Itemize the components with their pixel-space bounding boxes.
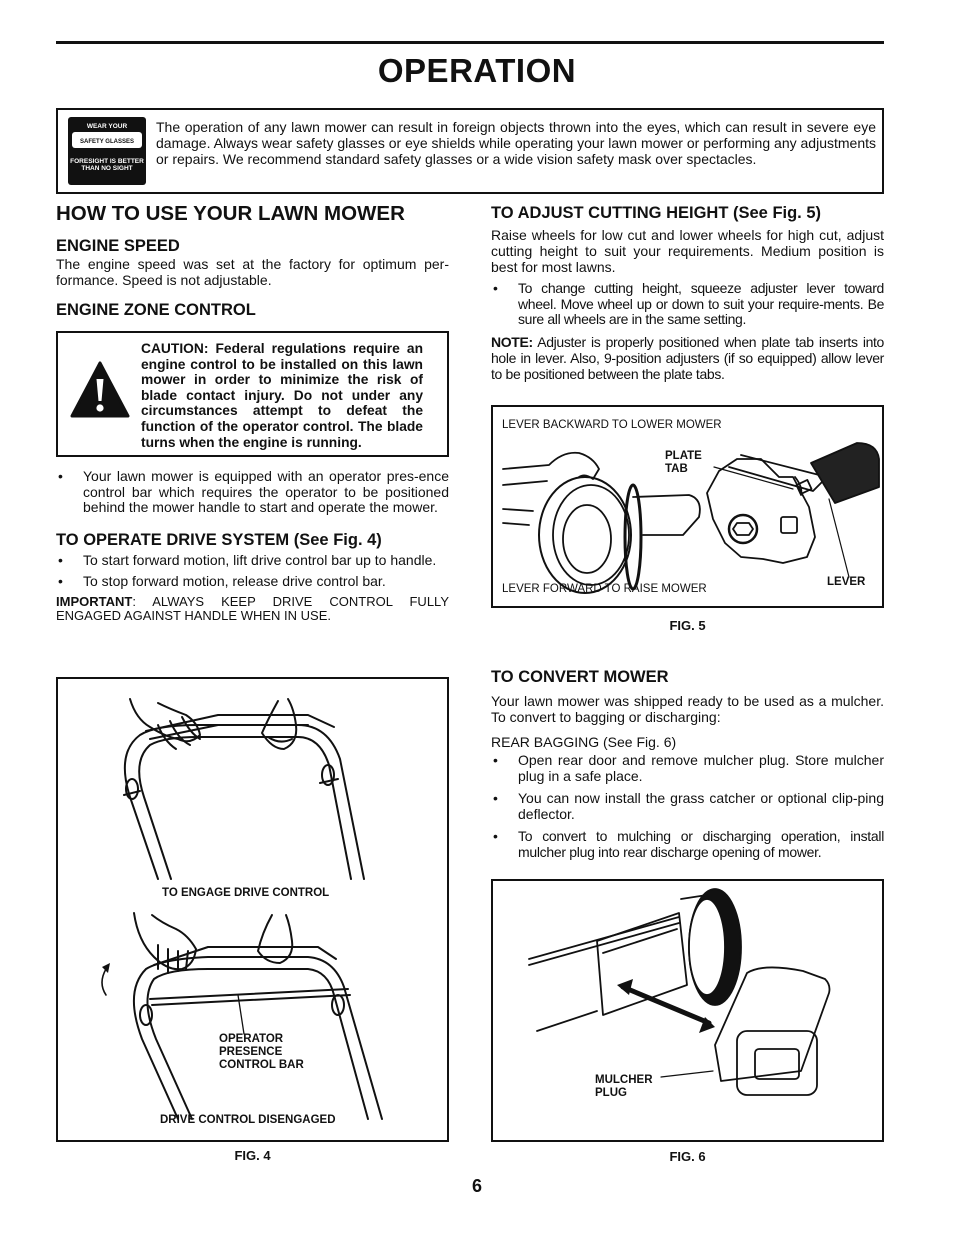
list-item: • To convert to mulching or discharging operation, install mulcher plug into rear discharge opening of mower.: [491, 829, 884, 860]
operator-presence-label: OPERATOR PRESENCE CONTROL BAR: [219, 1033, 304, 1071]
safety-label-line3: FORESIGHT IS BETTER: [70, 158, 144, 165]
safety-glasses-label-icon: [68, 117, 146, 185]
list-item: • Your lawn mower is equipped with an operator pres-ence control bar which requires the operator to be positioned behind the mower handle to start and operate the mower.: [56, 469, 449, 516]
engine-speed-text: The engine speed was set at the factory for optimum per-formance. Speed is not adjustable.: [56, 256, 449, 288]
lever-backward-label: LEVER BACKWARD TO LOWER MOWER: [502, 419, 722, 431]
lever-label: LEVER: [827, 576, 866, 588]
warning-triangle-icon: [70, 361, 130, 419]
safety-label-line1: WEAR YOUR: [86, 123, 128, 130]
page-title: OPERATION: [377, 52, 577, 89]
figure-6: [491, 879, 884, 1142]
eye-safety-warning-text: The operation of any lawn mower can result in foreign objects thrown into the eyes, which can result in severe eye damage. Always wear safety glasses or eye shields while operating your lawn mower or performing any adjustments or repairs. We recommend standard safety glasses or a wide vision safety mask over spectacles.: [156, 119, 876, 168]
figure-5: [491, 405, 884, 608]
safety-label-line4: THAN NO SIGHT: [81, 165, 133, 172]
drive-disengaged-label: DRIVE CONTROL DISENGAGED: [160, 1114, 336, 1126]
engine-zone-bullets: [56, 469, 449, 516]
left-column: [56, 200, 449, 1163]
important-note: [56, 595, 449, 623]
figure-6-caption: FIG. 6: [669, 1149, 706, 1164]
drive-bullets: [56, 553, 449, 590]
drive-system-heading: TO OPERATE DRIVE SYSTEM (See Fig. 4): [56, 530, 382, 549]
note-text: Adjuster is properly positioned when plate tab inserts into hole in lever. Also, 9-position adjusters (if so equipped) allow lever to be positioned between the plate tabs.: [491, 333, 884, 382]
list-item: • Open rear door and remove mulcher plug. Store mulcher plug in a safe place.: [491, 753, 884, 784]
engage-drive-label: TO ENGAGE DRIVE CONTROL: [162, 887, 330, 899]
cutting-height-bullets: [491, 281, 884, 328]
glasses-icon: [68, 130, 146, 150]
list-item: • To change cutting height, squeeze adjuster lever toward wheel. Move wheel up or down to suit your require-ments. Be sure all wheels are in the same setting.: [491, 281, 884, 328]
caution-box: [56, 331, 449, 457]
important-text: : ALWAYS KEEP DRIVE CONTROL FULLY ENGAGED AGAINST HANDLE WHEN IN USE.: [56, 593, 449, 623]
rear-bagging-label: REAR BAGGING (See Fig. 6): [491, 734, 677, 750]
engine-speed-heading: ENGINE SPEED: [56, 237, 180, 255]
list-item: • You can now install the grass catcher or optional clip-ping deflector.: [491, 791, 884, 822]
cutting-height-illustration: [493, 407, 882, 606]
note-label: NOTE:: [491, 333, 533, 350]
important-label: IMPORTANT: [56, 593, 133, 609]
safety-label-line2: SAFETY GLASSES: [80, 139, 134, 145]
convert-mower-heading: TO CONVERT MOWER: [491, 668, 669, 686]
figure-4-caption: FIG. 4: [234, 1148, 271, 1163]
eye-safety-warning-box: [56, 108, 884, 194]
cutting-height-text: Raise wheels for low cut and lower wheels for high cut, adjust cutting height to suit your requirements. Medium position is best for most lawns.: [491, 227, 884, 275]
list-item: • To start forward motion, lift drive control bar up to handle.: [56, 553, 449, 569]
adjuster-note: [491, 334, 884, 382]
caution-text: CAUTION: Federal regulations require an engine control to be installed on this lawn mower in order to minimize the risk of blade contact injury. Do not under any circumstances attempt to defeat the function of the operator control. The blade turns when the engine is running.: [141, 341, 423, 450]
figure-4: [56, 677, 449, 1142]
mulcher-plug-illustration: [493, 881, 882, 1140]
plate-tab-label: PLATE TAB: [665, 450, 702, 475]
right-column: [491, 200, 884, 1164]
list-item: • To stop forward motion, release drive control bar.: [56, 574, 449, 590]
convert-intro-text: Your lawn mower was shipped ready to be used as a mulcher. To convert to bagging or discharging:: [491, 693, 884, 725]
figure-5-caption: FIG. 5: [669, 618, 706, 633]
convert-bullets: [491, 753, 884, 860]
mulcher-plug-label: MULCHER PLUG: [595, 1074, 653, 1099]
how-to-use-heading: HOW TO USE YOUR LAWN MOWER: [56, 202, 405, 225]
page-number: 6: [471, 1176, 482, 1196]
cutting-height-heading: TO ADJUST CUTTING HEIGHT (See Fig. 5): [491, 204, 822, 222]
convert-section: [491, 693, 884, 860]
engine-zone-heading: ENGINE ZONE CONTROL: [56, 301, 256, 319]
top-rule: [56, 41, 884, 44]
lever-forward-label: LEVER FORWARD TO RAISE MOWER: [502, 583, 707, 595]
